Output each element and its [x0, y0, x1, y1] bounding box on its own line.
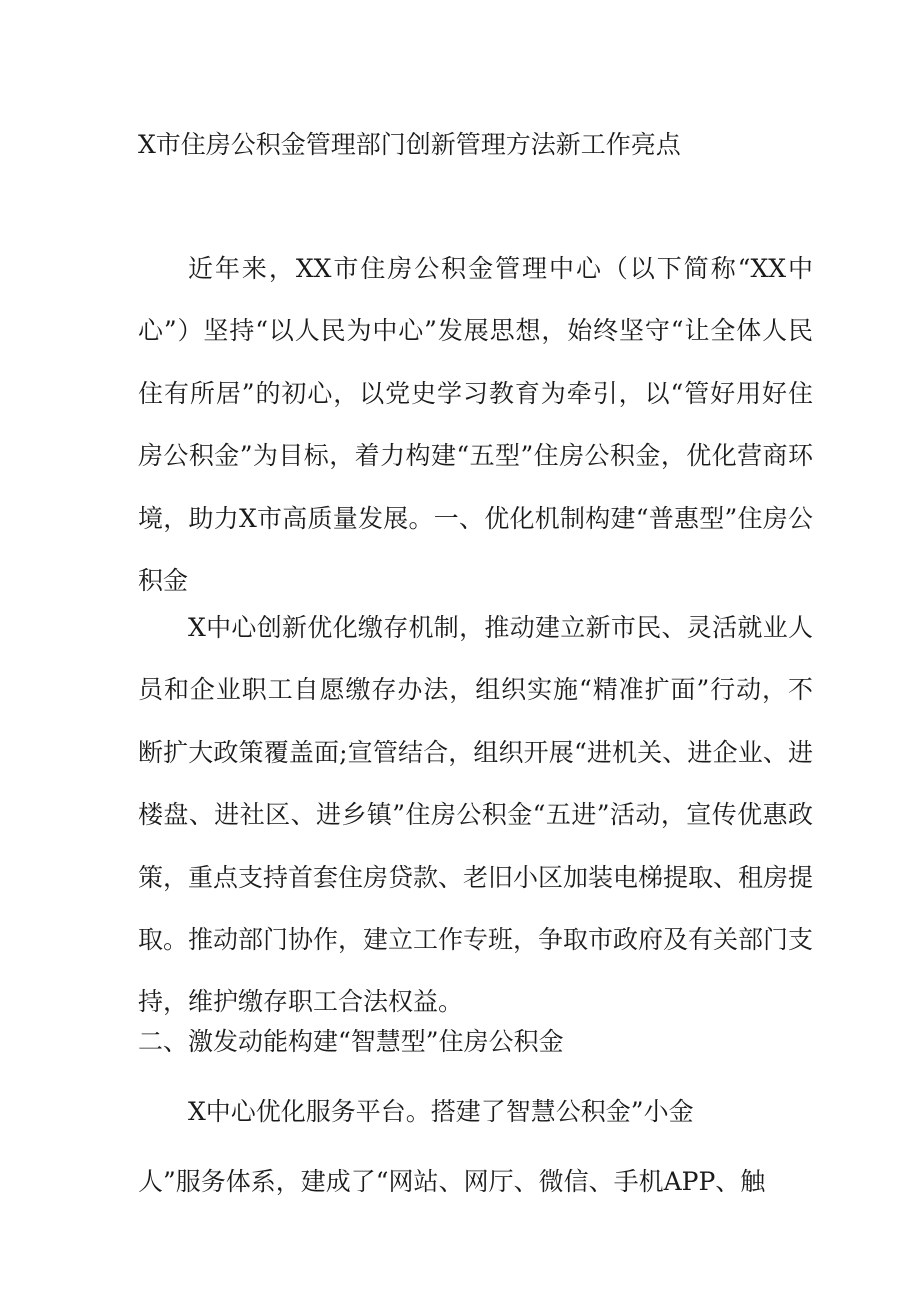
paragraph-intro: 近年来，XX市住房公积金管理中心（以下简称“XX中心”）坚持“以人民为中心”发展思想，始终坚守“让全体人民住有所居”的初心，以党史学习教育为牵引，以“管好用好住房公积金”为目标，着力构建“五型”住房公积金，优化营商环境，助力X市高质量发展。一、优化机制构建“普惠型”住房公积金: [138, 254, 813, 596]
section-heading-smart: 二、激发动能构建“智慧型”住房公积金: [138, 1027, 564, 1056]
document-title: X市住房公积金管理部门创新管理方法新工作亮点: [138, 130, 681, 159]
paragraph-mechanism: X中心创新优化缴存机制，推动建立新市民、灵活就业人员和企业职工自愿缴存办法，组织实施“精准扩面”行动，不断扩大政策覆盖面;宣管结合，组织开展“进机关、进企业、进楼盘、进社区、进乡镇”住房公积金“五进”活动，宣传优惠政策，重点支持首套住房贷款、老旧小区加装电梯提取、租房提取。推动部门协作，建立工作专班，争取市政府及有关部门支持，维护缴存职工合法权益。: [138, 613, 814, 1017]
paragraph-platform-line-2: 人”服务体系，建成了“网站、网厅、微信、手机APP、触: [138, 1167, 766, 1196]
paragraph-platform-line-1: X中心优化服务平台。搭建了智慧公积金”小金: [188, 1097, 694, 1126]
